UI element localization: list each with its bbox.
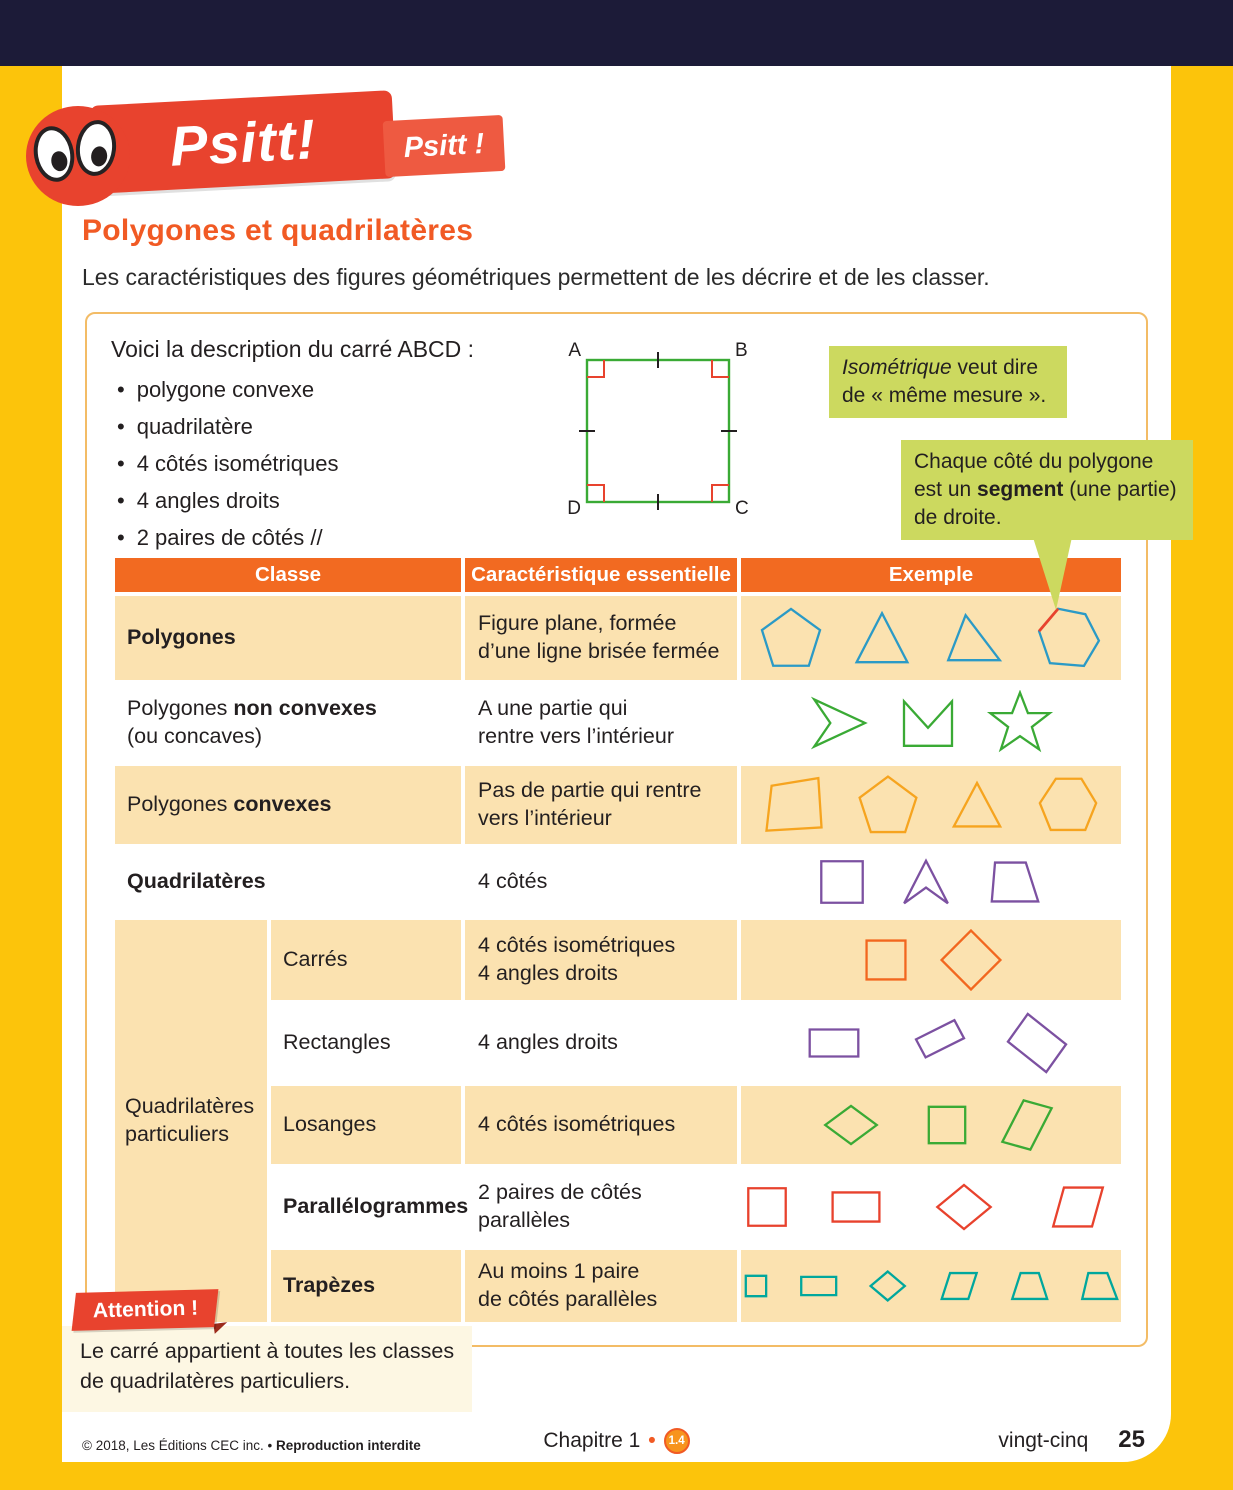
classification-table	[111, 554, 1125, 1326]
psitt-eyes-icon	[26, 104, 136, 210]
right-angle-mark	[712, 485, 729, 502]
attention-label: Attention !	[92, 1296, 198, 1323]
square-abcd-diagram	[555, 340, 755, 525]
vertex-label-d: D	[567, 498, 581, 519]
square-rotated-icon	[939, 928, 1003, 992]
pentagon-icon	[855, 772, 921, 838]
classe-cell-trapezes: Trapèzes	[271, 1250, 461, 1322]
example-shapes	[741, 1093, 1121, 1157]
classe-cell-losanges: Losanges	[271, 1086, 461, 1164]
rectangle-icon	[819, 1181, 893, 1233]
caracteristique-cell: Pas de partie qui rentre vers l’intérieur	[465, 766, 737, 844]
exemple-cell	[741, 1086, 1121, 1164]
example-shapes	[741, 1010, 1121, 1076]
vertex-label-b: B	[735, 340, 748, 361]
example-shapes	[741, 1178, 1121, 1236]
caracteristique-cell: Au moins 1 paire de côtés parallèles	[465, 1250, 737, 1322]
classe-cell-polygones: Polygones	[115, 596, 461, 680]
example-shapes	[741, 854, 1121, 910]
segment-callout-tail-icon	[1022, 528, 1082, 612]
page-number-footer	[998, 1426, 1145, 1454]
page-number-word: vingt-cinq	[998, 1429, 1089, 1452]
right-angle-mark	[587, 485, 604, 502]
group-cell-quadrilateres-particuliers: Quadrilatères particuliers	[115, 920, 267, 1322]
caracteristique-cell: Figure plane, formée d’une ligne brisée fermée	[465, 596, 737, 680]
square-icon	[741, 1266, 771, 1306]
psitt-text-main: Psitt!	[168, 106, 318, 178]
chapter-label: Chapitre 1	[543, 1429, 641, 1452]
rectangle-icon	[792, 1016, 876, 1070]
classe-cell-parallelogrammes: Parallélogrammes	[271, 1168, 461, 1246]
exemple-cell	[741, 1250, 1121, 1322]
square-icon	[741, 1181, 793, 1233]
exemple-cell	[741, 1168, 1121, 1246]
top-navy-bar	[0, 0, 1233, 66]
classe-cell-non-convexes: Polygones non convexes (ou concaves)	[115, 684, 461, 762]
page-number: 25	[1118, 1426, 1145, 1453]
triangle-icon	[947, 776, 1007, 834]
parallelogram-icon	[936, 1267, 982, 1305]
isometrique-callout: Isométrique veut dire de « même mesure ».	[829, 346, 1067, 418]
right-angle-mark	[587, 360, 604, 377]
pentagon-icon	[758, 605, 824, 671]
example-shapes	[741, 690, 1121, 756]
classe-cell-quadrilateres: Quadrilatères	[115, 848, 461, 916]
hexagon-icon	[1034, 604, 1104, 672]
description-heading: Voici la description du carré ABCD :	[111, 336, 475, 362]
content-box	[85, 312, 1177, 1347]
vertex-label-c: C	[735, 498, 749, 519]
trapezoid-icon	[1008, 1267, 1051, 1305]
triangle-icon	[940, 608, 1008, 668]
psitt-text-small: Psitt !	[402, 127, 486, 164]
left-pupil-icon	[50, 150, 69, 172]
caracteristique-cell: 4 côtés isométriques 4 angles droits	[465, 920, 737, 1000]
square-description	[111, 336, 474, 556]
rhombus-leaning-icon	[999, 1093, 1055, 1157]
square-outline	[587, 360, 729, 502]
notched-square-icon	[897, 693, 959, 753]
attention-box	[62, 1326, 472, 1412]
intro-text: Les caractéristiques des figures géométriques permettent de les décrire et de les classer.	[82, 264, 990, 290]
psitt-ribbon-tail	[383, 115, 506, 177]
rectangle-icon	[797, 1267, 840, 1305]
vertex-label-a: A	[568, 340, 581, 361]
bullet-item: • 2 paires de côtés //	[111, 519, 474, 556]
bullet-item: • polygone convexe	[111, 371, 474, 408]
parallelogram-icon	[1035, 1180, 1121, 1234]
rectangle-rotated-icon	[1004, 1010, 1070, 1076]
trapezoid-icon	[982, 855, 1048, 909]
segment-callout: Chaque côté du polygone est un segment (une partie) de droite.	[901, 440, 1193, 540]
exemple-cell	[741, 848, 1121, 916]
attention-text: Le carré appartient à toutes les classes de quadrilatères particuliers.	[80, 1339, 455, 1394]
trapezoid-icon	[1078, 1267, 1121, 1305]
example-shapes	[741, 1266, 1121, 1306]
bullet-item: • 4 angles droits	[111, 482, 474, 519]
dart-icon	[896, 854, 956, 910]
caracteristique-cell: 4 angles droits	[465, 1004, 737, 1082]
caracteristique-cell: A une partie qui rentre vers l’intérieur	[465, 684, 737, 762]
square-icon	[921, 1099, 973, 1151]
triangle-icon	[850, 607, 914, 669]
example-shapes	[741, 928, 1121, 992]
caracteristique-cell: 2 paires de côtés parallèles	[465, 1168, 737, 1246]
attention-label-tab	[72, 1289, 219, 1331]
quadrilateral-icon	[759, 773, 829, 837]
square-icon	[814, 854, 870, 910]
rhombus-icon	[807, 1097, 895, 1153]
bullet-item: • 4 côtés isométriques	[111, 445, 474, 482]
example-shapes	[741, 772, 1121, 838]
col-header-exemple: Exemple	[741, 558, 1121, 592]
exemple-cell	[741, 684, 1121, 762]
rectangle-rotated-icon	[902, 1013, 978, 1073]
attention-tab-fold-icon	[213, 1322, 228, 1334]
classe-cell-carres: Carrés	[271, 920, 461, 1000]
hexagon-icon	[1033, 773, 1103, 837]
page-title: Polygones et quadrilatères	[82, 214, 474, 247]
rhombus-icon	[866, 1267, 909, 1305]
right-angle-mark	[712, 360, 729, 377]
copyright-text: © 2018, Les Éditions CEC inc. • Reproduction interdite	[82, 1438, 421, 1453]
classe-cell-convexes: Polygones convexes	[115, 766, 461, 844]
bullet-item: • quadrilatère	[111, 408, 474, 445]
exemple-cell	[741, 1004, 1121, 1082]
rhombus-icon	[919, 1178, 1009, 1236]
caracteristique-cell: 4 côtés isométriques	[465, 1086, 737, 1164]
example-shapes	[741, 604, 1121, 672]
square-icon	[859, 933, 913, 987]
chapter-bullet: •	[648, 1429, 656, 1452]
exemple-cell	[741, 766, 1121, 844]
col-header-classe: Classe	[115, 558, 461, 592]
star-icon	[985, 690, 1055, 756]
right-pupil-icon	[90, 146, 108, 168]
caracteristique-cell: 4 côtés	[465, 848, 737, 916]
description-bullet-list	[111, 371, 474, 556]
exemple-cell	[741, 920, 1121, 1000]
col-header-caracteristique: Caractéristique essentielle	[465, 558, 737, 592]
section-badge: 1.4	[664, 1428, 690, 1454]
psitt-logo	[26, 88, 516, 218]
dart-icon	[807, 692, 871, 754]
classe-cell-rectangles: Rectangles	[271, 1004, 461, 1082]
